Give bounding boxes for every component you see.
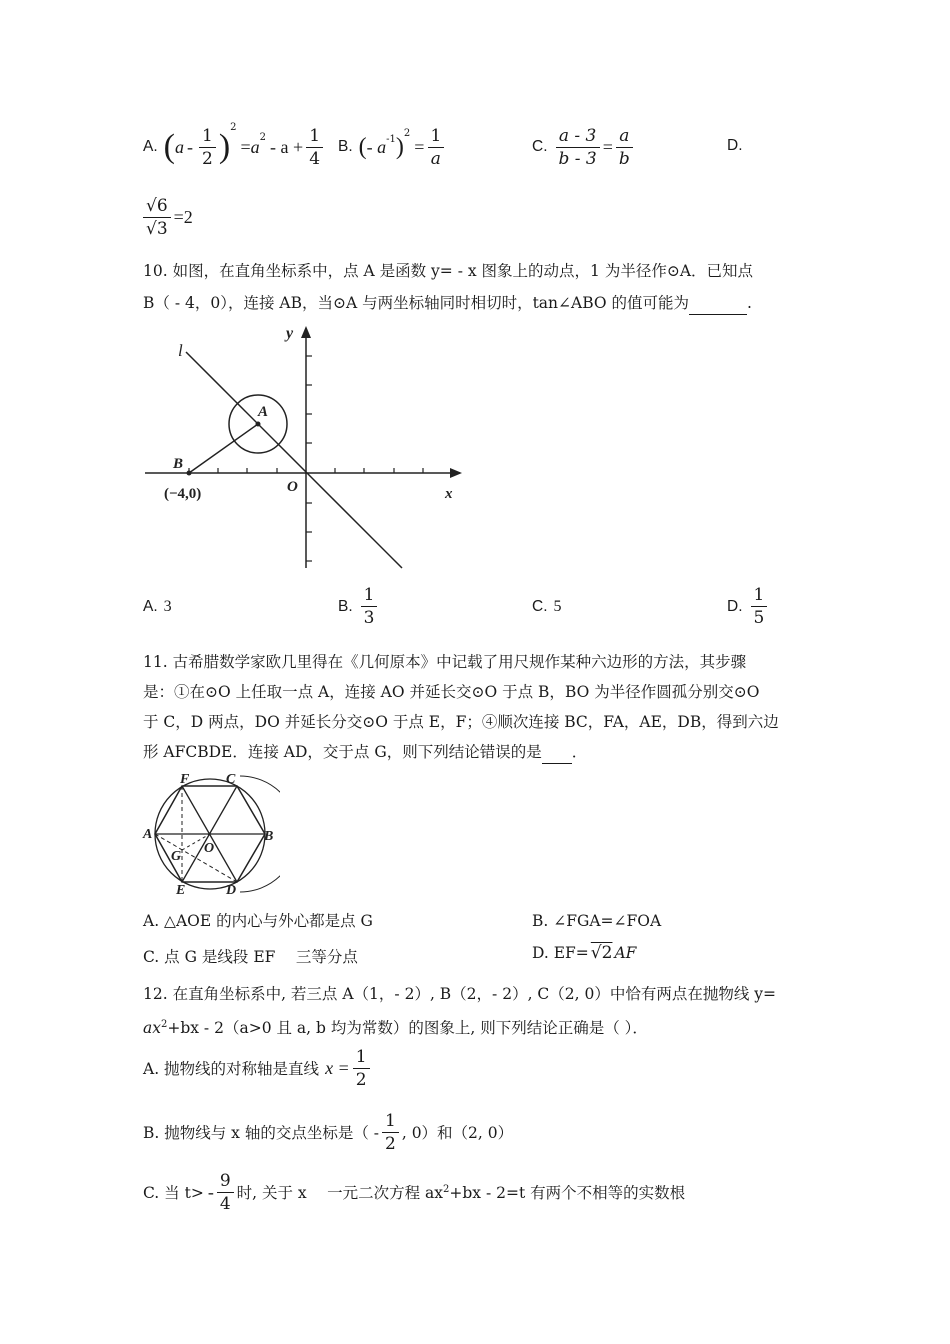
denominator: b - 3 — [556, 147, 600, 170]
denominator: b — [616, 147, 633, 170]
text: C. 当 t> — [143, 1183, 204, 1202]
equals-sign: = — [240, 136, 251, 157]
numerator: 1 — [753, 585, 765, 605]
fraction — [382, 1110, 399, 1155]
equals-sign: = — [414, 136, 425, 157]
exponent: -1 — [386, 134, 396, 145]
fraction — [353, 1046, 370, 1091]
denominator: a — [428, 147, 444, 170]
label-c: C — [226, 772, 236, 787]
text: AF — [614, 944, 637, 962]
text: +bx - 2=t 有两个不相等的实数根 — [449, 1183, 686, 1202]
var-a: a — [250, 136, 260, 157]
q12-option-b — [143, 1110, 513, 1155]
label-o: O — [204, 841, 215, 856]
text: 形 AFCBDE．连接 AD，交于点 G，则下列结论错误的是 — [143, 743, 542, 761]
q12-text-line-1: 12. 在直角坐标系中, 若三点 A（1，- 2）, B（2，- 2）, C（2, 0）中恰有两点在抛物线 y= — [143, 985, 777, 1003]
label-y: y — [286, 325, 294, 342]
fraction — [217, 1170, 234, 1215]
fraction — [427, 125, 444, 170]
fraction — [556, 125, 600, 170]
denominator: 4 — [217, 1192, 234, 1215]
q9-option-d-label: D. — [727, 137, 743, 154]
denominator: 5 — [751, 606, 768, 629]
equals-value: =2 — [173, 206, 193, 227]
right-paren: ) — [395, 133, 404, 160]
text: B（ - 4，0），连接 AB，当⊙A 与两坐标轴同时相切时，tan∠ABO 的值可能为 — [143, 294, 690, 312]
q11-option-a: A. △AOE 的内心与外心都是点 G — [143, 912, 373, 930]
fraction — [143, 195, 171, 240]
denominator: √3 — [143, 217, 171, 240]
q12-option-a — [143, 1046, 373, 1091]
label-b: B — [264, 829, 274, 844]
q10-option-d — [727, 584, 770, 629]
text: A. 抛物线的对称轴是直线 — [143, 1059, 320, 1078]
label-a: A — [143, 827, 153, 842]
q9-option-b — [338, 122, 447, 172]
label-a: A — [258, 404, 269, 420]
answer-blank — [542, 741, 572, 764]
fraction — [306, 125, 323, 170]
label-d: D — [226, 883, 237, 898]
sqrt-expression: √2 — [590, 943, 613, 963]
denominator: 2 — [353, 1068, 370, 1091]
x-axis-arrow — [450, 468, 462, 478]
q11-text-line-2: 是：①在⊙O 上任取一点 A，连接 AO 并延长交⊙O 于点 B，BO 为半径作圆孤分别交⊙O — [143, 683, 760, 701]
exponent: 2 — [403, 128, 411, 139]
numerator: a - 3 — [558, 125, 597, 146]
y-axis-arrow — [301, 326, 311, 338]
q9-option-c — [532, 122, 636, 172]
q10-option-c — [532, 598, 562, 616]
q11-text-line-4 — [143, 741, 587, 764]
numerator: 9 — [219, 1171, 231, 1191]
q11-figure — [140, 770, 280, 900]
q10-option-b — [338, 584, 380, 629]
denominator: 3 — [361, 606, 378, 629]
inner-expression: - a — [366, 136, 387, 157]
left-paren: ( — [163, 128, 175, 165]
text: , 0）和（2, 0） — [401, 1123, 514, 1142]
q10-option-a — [143, 598, 172, 616]
equation: x = — [325, 1058, 350, 1078]
numerator: 1 — [363, 585, 375, 605]
text: . — [747, 294, 752, 312]
fraction — [616, 125, 633, 170]
line-l — [186, 352, 402, 568]
denominator: 2 — [199, 147, 216, 170]
q12-option-c — [143, 1170, 685, 1215]
numerator: √6 — [146, 195, 168, 216]
option-value: 3 — [163, 598, 172, 615]
q9-option-d — [140, 192, 193, 242]
answer-blank — [689, 292, 747, 315]
numerator: 1 — [309, 125, 321, 146]
text: +bx - 2（a>0 且 a, b 均为常数）的图象上, 则下列结论正确是（ ）． — [167, 1019, 648, 1038]
denominator: 2 — [382, 1132, 399, 1155]
q11-text-line-3: 于 C，D 两点，DO 并延长分交⊙O 于点 E，F；④顺次连接 BC，FA，AE，DB，得到六边 — [143, 713, 779, 731]
label-o: O — [287, 479, 298, 495]
option-label: C. — [532, 598, 548, 615]
fraction — [361, 584, 378, 629]
q11-text-line-1: 11. 古希腊数学家欧几里得在《几何原本》中记载了用尺规作某种六边形的方法，其步骤 — [143, 653, 747, 671]
expression-middle: - a + — [270, 136, 304, 157]
label-l: l — [178, 341, 183, 360]
q11-option-c: C. 点 G 是线段 EF 三等分点 — [143, 948, 358, 966]
option-value: 5 — [553, 598, 562, 615]
option-label: B. — [338, 138, 353, 155]
text: ax — [143, 1019, 161, 1038]
q12-text-line-2 — [143, 1014, 648, 1039]
segment-ab — [189, 424, 258, 473]
label-g: G — [171, 849, 182, 864]
label-b-coordinates: (−4,0) — [164, 486, 202, 502]
option-label: D. — [727, 597, 743, 615]
option-label: C. — [532, 138, 548, 155]
option-label: A. — [143, 598, 158, 615]
numerator: 1 — [201, 125, 213, 146]
q11-option-b: B. ∠FGA=∠FOA — [532, 912, 662, 930]
exponent: 2 — [443, 1184, 450, 1195]
fraction — [751, 584, 768, 629]
numerator: a — [619, 125, 630, 146]
text: ． — [571, 743, 588, 761]
right-paren: ) — [218, 128, 231, 165]
text: 时, 关于 x 一元二次方程 ax — [236, 1183, 444, 1202]
text: D. EF= — [532, 944, 589, 962]
minus-sign: - — [207, 1182, 214, 1202]
label-f: F — [180, 772, 190, 787]
var-a: a — [174, 136, 184, 157]
label-e: E — [176, 883, 186, 898]
option-label: A. — [143, 138, 158, 155]
q10-text-line-2 — [143, 292, 752, 315]
numerator: 1 — [355, 1047, 367, 1067]
text: B. 抛物线与 x 轴的交点坐标是（ - — [143, 1123, 380, 1142]
exponent: 2 — [160, 1019, 168, 1030]
denominator: 4 — [306, 147, 323, 170]
left-paren: ( — [358, 133, 367, 160]
equals-sign: = — [602, 136, 613, 157]
y-ticks — [306, 356, 312, 561]
point-b — [187, 471, 192, 476]
label-x: x — [445, 486, 453, 502]
fraction — [199, 125, 216, 170]
numerator: 1 — [385, 1111, 396, 1131]
label-b: B — [173, 456, 184, 472]
minus-sign: - — [186, 136, 193, 157]
option-label: B. — [338, 597, 353, 615]
numerator: 1 — [430, 125, 442, 146]
q10-text-line-1: 10. 如图，在直角坐标系中，点 A 是函数 y= - x 图象上的动点，1 为半径作⊙A．已知点 — [143, 262, 754, 280]
exponent: 2 — [259, 132, 267, 143]
q9-option-a — [143, 122, 326, 172]
q10-figure — [140, 318, 470, 578]
q11-option-d — [532, 942, 636, 964]
exponent: 2 — [230, 122, 237, 133]
